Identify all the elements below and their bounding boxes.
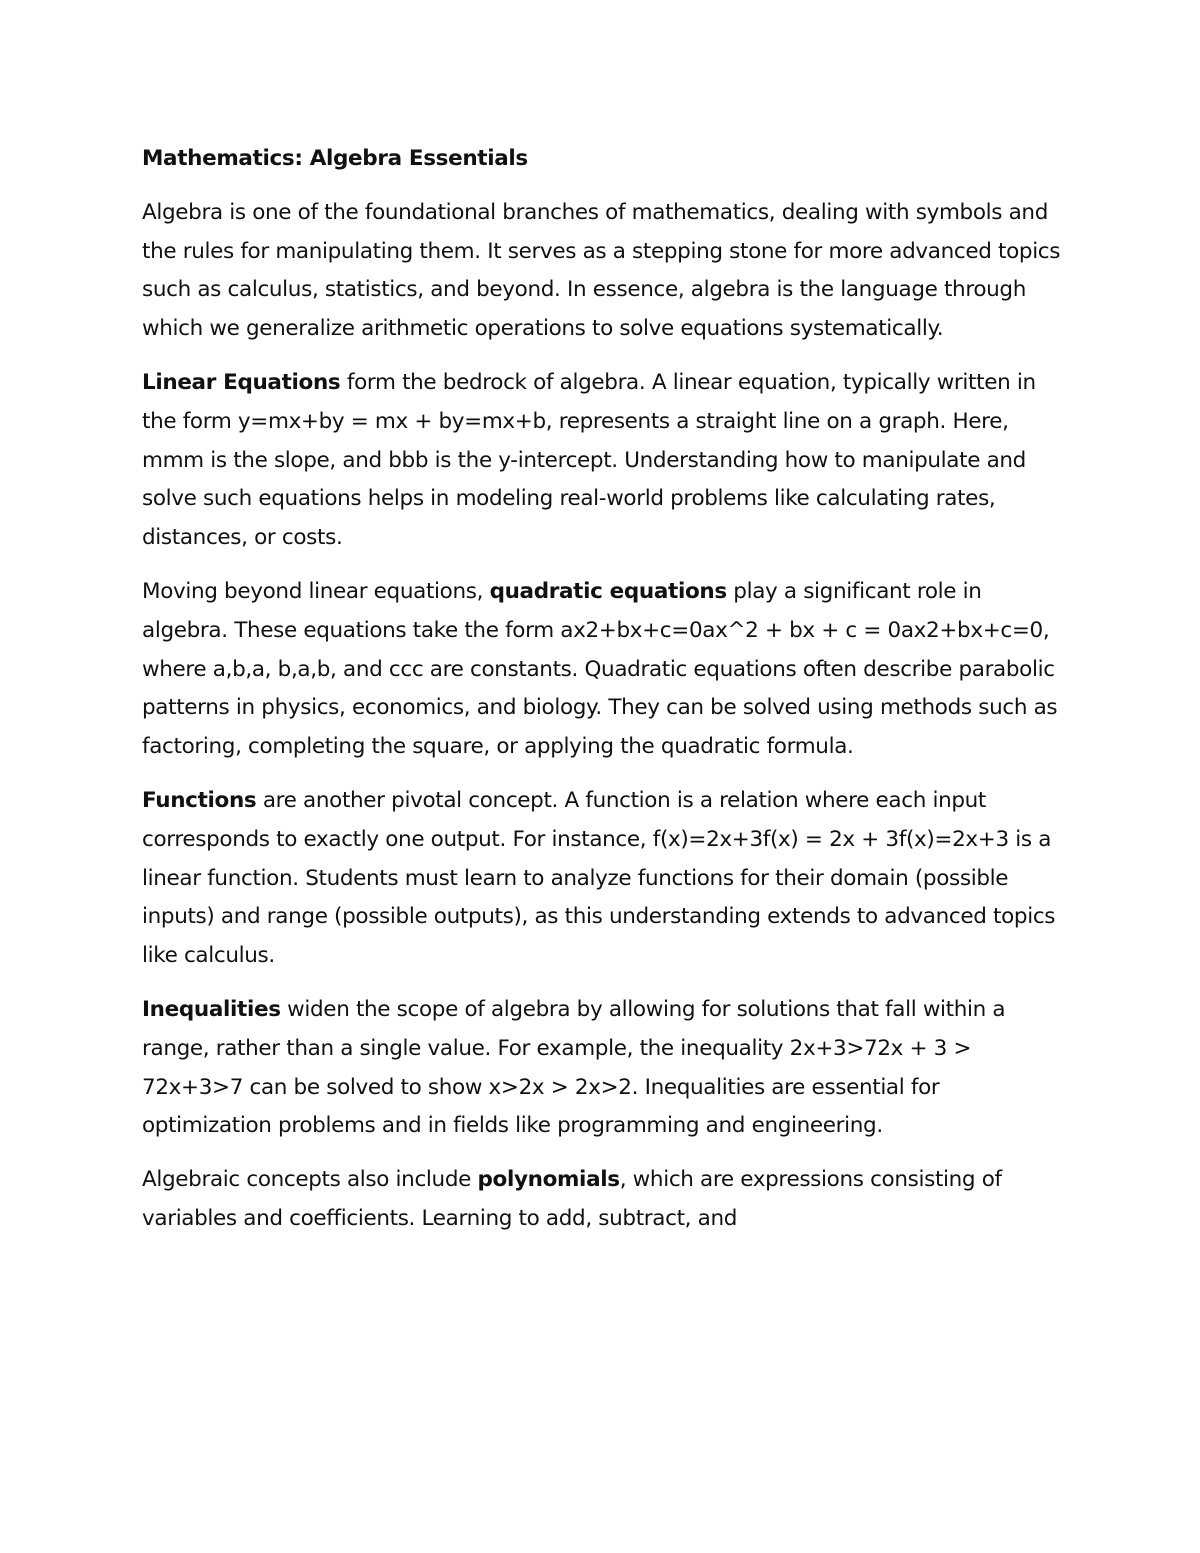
polynomials-intro-text: Algebraic concepts also include	[142, 1167, 478, 1193]
document-title: Mathematics: Algebra Essentials	[142, 146, 528, 171]
quadratic-intro-text: Moving beyond linear equations,	[142, 578, 490, 604]
inequalities-text: widen the scope of algebra by allowing for solutions that fall within a range, rather than a single value. For example, the inequality 2x+3>72x + 3 > 72x+3>7 can be solved to show x>2x > 2x>2. Inequalities are essential for optimization problems and in fields like programming and engineering.	[142, 996, 1006, 1139]
inequalities-term: Inequalities	[142, 996, 281, 1022]
functions-paragraph	[142, 782, 1067, 976]
inequalities-paragraph	[142, 991, 1067, 1146]
functions-text: are another pivotal concept. A function is a relation where each input corresponds to exactly one output. For instance, f(x)=2x+3f(x) = 2x + 3f(x)=2x+3 is a linear function. Students must learn to analyze functions for their domain (possible inputs) and range (possible outputs), as this understanding extends to advanced topics like calculus.	[142, 787, 1056, 969]
polynomials-paragraph	[142, 1161, 1067, 1239]
polynomials-body-text: , which are expressions consisting of variables and coefficients. Learning to add, subtract, and	[142, 1167, 1002, 1231]
quadratic-body-text: play a significant role in algebra. These equations take the form ax2+bx+c=0ax^2 + bx + c = 0ax2+bx+c=0, where a,b,a, b,a,b, and ccc are constants. Quadratic equations often describe parabolic patterns in physics, economics, and biology. They can be solved using methods such as factoring, completing the square, or applying the quadratic formula.	[142, 578, 1058, 760]
quadratic-equations-term: quadratic equations	[489, 578, 727, 604]
linear-equations-paragraph	[142, 364, 1067, 558]
document-page	[142, 140, 1067, 1254]
polynomials-term: polynomials	[477, 1167, 620, 1193]
functions-term: Functions	[142, 787, 257, 813]
linear-equations-text: form the bedrock of algebra. A linear equation, typically written in the form y=mx+by = mx + by=mx+b, represents a straight line on a graph. Here, mmm is the slope, and bbb is the y-intercept. Understanding how to manipulate and solve such equations helps in modeling real-world problems like calculating rates, distances, or costs.	[142, 369, 1036, 551]
intro-paragraph: Algebra is one of the foundational branches of mathematics, dealing with symbols and the rules for manipulating them. It serves as a stepping stone for more advanced topics such as calculus, statistics, and beyond. In essence, algebra is the language through which we generalize arithmetic operations to solve equations systematically.	[142, 199, 1061, 342]
linear-equations-term: Linear Equations	[142, 369, 341, 395]
quadratic-equations-paragraph	[142, 573, 1067, 767]
